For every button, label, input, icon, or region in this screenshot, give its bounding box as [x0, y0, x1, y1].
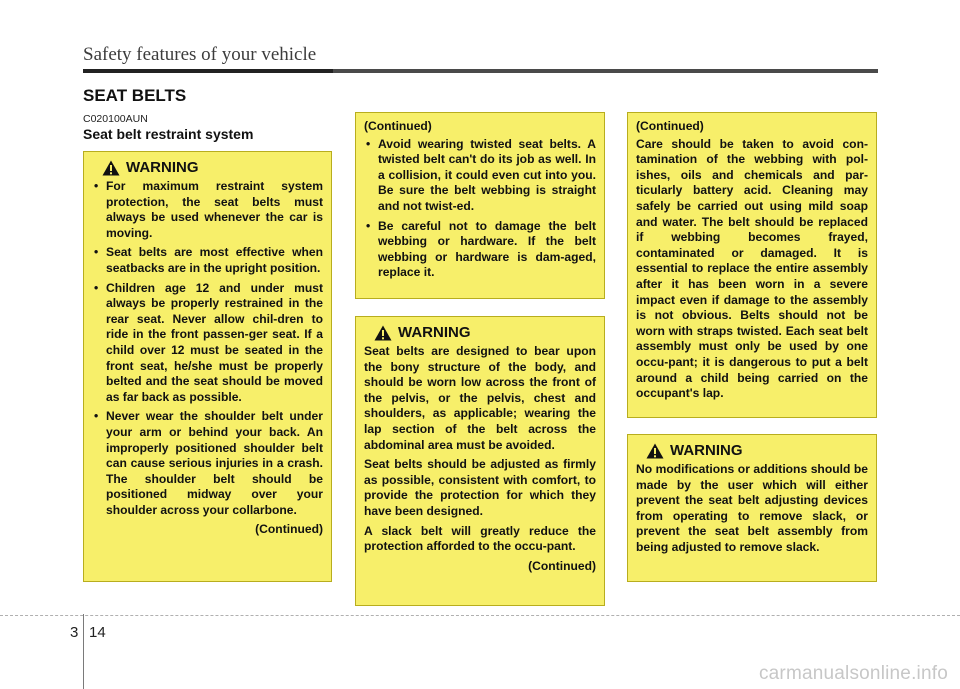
section-code: C020100AUN	[83, 113, 148, 125]
warning-triangle-icon	[102, 160, 120, 176]
warning-triangle-icon	[646, 443, 664, 459]
caution-list-item: • Be careful not to damage the belt webbing or hardware. If the belt webbing or hardware is dam-aged, replace it.	[364, 219, 596, 281]
warning-title: WARNING	[126, 159, 199, 177]
warning-list-item: • For maximum restraint system protection, the seat belts must always be used whenever the car is moving.	[92, 179, 323, 241]
continued-label: (Continued)	[528, 558, 596, 573]
warning-list	[92, 179, 323, 518]
warning-paragraph: Seat belts are designed to bear upon the bony structure of the body, and should be worn low across the front of the pelvis, or the pelvis, chest and shoulders, as applicable; wearing the lap section of the belt across the abdominal area must be avoided.	[364, 344, 596, 452]
warning-header	[102, 160, 323, 176]
continued-label: (Continued)	[636, 119, 704, 133]
footer-divider	[0, 615, 960, 616]
warning-list-item: • Children age 12 and under must always be properly restrained in the rear seat. Never allow chil-dren to ride in the front passen-ger seat. If a child over 12 must be seated in the front seat, he/she must be properly belted and the seat should be moved as far back as possible.	[92, 281, 323, 406]
subsection-title: Seat belt restraint system	[83, 126, 254, 142]
continued-label: (Continued)	[364, 119, 432, 133]
warning-box-restraint	[83, 151, 332, 582]
watermark: carmanualsonline.info	[758, 663, 948, 684]
chapter-number: 3	[70, 624, 79, 641]
continued-box-twisted-belts	[355, 112, 605, 299]
warning-list-item: • Seat belts are most effective when seatbacks are in the upright position.	[92, 245, 323, 276]
footer-vertical-rule	[83, 614, 84, 689]
continued-label: (Continued)	[255, 522, 323, 537]
warning-paragraph: A slack belt will greatly reduce the protection afforded to the occu-pant.	[364, 523, 596, 554]
warning-list-item: • Never wear the shoulder belt under your arm or behind your back. An improperly positioned shoulder belt can cause serious injuries in a crash. The shoulder belt should be positioned midway over your shoulder across your collarbone.	[92, 409, 323, 518]
care-paragraph: Care should be taken to avoid con-tamination of the webbing with pol-ishes, oils and chemicals and par-ticularly battery acid. Cleaning may safely be carried out using mild soap and water. The belt should be replaced if webbing becomes frayed, contaminated or damaged. It is essential to replace the entire assembly after it has been worn in a severe impact even if damage to the assembly is not obvious. Belts should not be worn with straps twisted. Each seat belt assembly must only be used by one occu-pant; it is dangerous to put a belt around a child being carried on the occupant's lap.	[636, 136, 868, 401]
caution-list-item: • Avoid wearing twisted seat belts. A twisted belt can't do its job as well. In a collision, it could even cut into you. Be sure the belt webbing is straight and not twist-ed.	[364, 137, 596, 215]
warning-paragraph: Seat belts should be adjusted as firmly as possible, consistent with comfort, to provide the protection for which they have been designed.	[364, 457, 596, 518]
warning-box-belt-fit	[355, 316, 605, 606]
continued-box-belt-care	[627, 112, 877, 418]
warning-box-modifications	[627, 434, 877, 582]
warning-title: WARNING	[670, 442, 743, 460]
page-header-title: Safety features of your vehicle	[83, 44, 317, 65]
warning-title: WARNING	[398, 324, 471, 342]
page-number: 14	[89, 624, 106, 641]
section-title: SEAT BELTS	[83, 86, 187, 105]
warning-paragraph: No modifications or additions should be made by the user which will either prevent the seat belt adjusting devices from operating to remove slack, or prevent the seat belt assembly from being adjusted to remove slack.	[636, 462, 868, 554]
header-rule	[83, 69, 878, 73]
warning-header	[646, 443, 868, 459]
warning-triangle-icon	[374, 325, 392, 341]
warning-header	[374, 325, 596, 341]
caution-list	[364, 137, 596, 281]
